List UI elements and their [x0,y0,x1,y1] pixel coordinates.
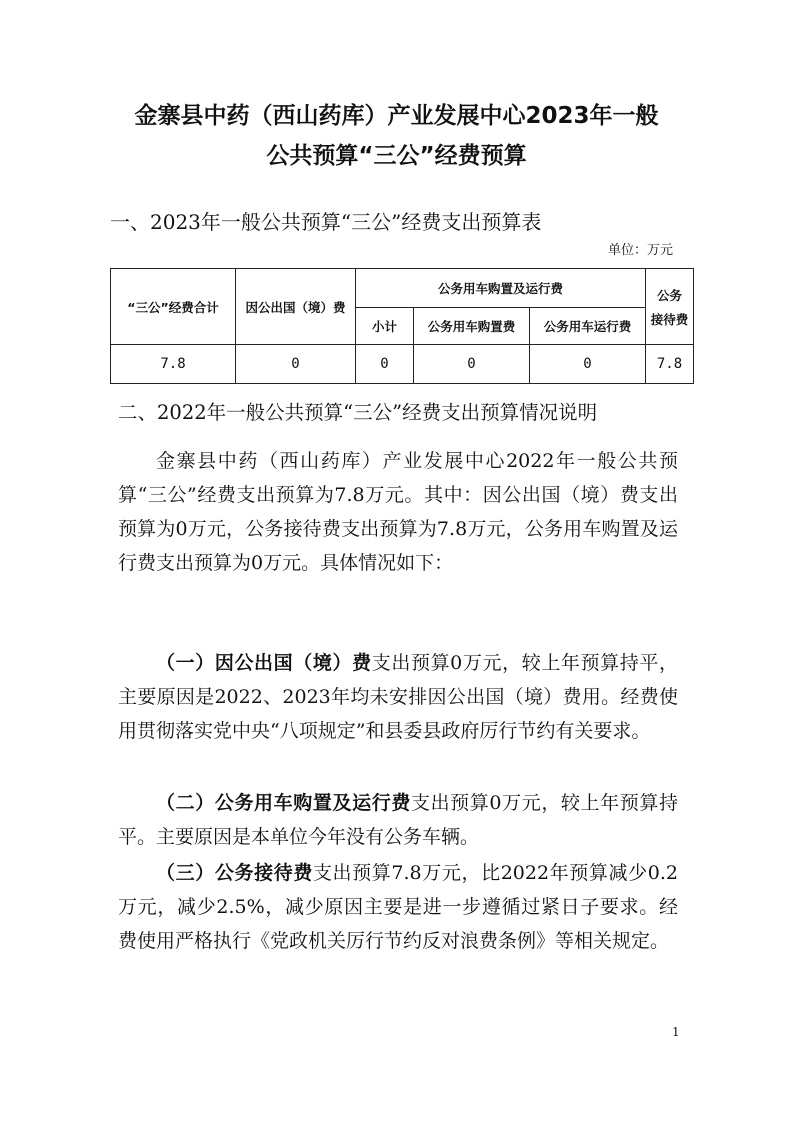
cell-abroad: 0 [236,345,356,384]
section-1-heading: 一、2023年一般公共预算“三公”经费支出预算表 [110,210,542,234]
header-reception [646,269,694,345]
cell-vehicle-operation: 0 [530,345,646,384]
item-1-text: 支出预算0万元，较上年预算持平，主要原因是2022、2023年均未安排因公出国（境）费用。经费使用贯彻落实党中央“八项规定”和县委县政府厉行节约有关要求。 [118,652,678,742]
table-header-row-1 [111,269,694,308]
section-2-heading: 二、2022年一般公共预算“三公”经费支出预算情况说明 [118,401,598,424]
cell-total: 7.8 [111,345,236,384]
header-vehicle-group: 公务用车购置及运行费 [356,269,646,308]
header-vehicle-purchase: 公务用车购置费 [414,308,530,345]
item-2-paragraph [118,786,678,854]
item-3-label: （三）公务接待费 [156,862,313,884]
budget-table [110,268,694,384]
item-2-label: （二）公务用车购置及运行费 [156,792,411,814]
document-title [80,96,713,176]
intro-paragraph: 金寨县中药（西山药库）产业发展中心2022年一般公共预算“三公”经费支出预算为7.8万元。其中：因公出国（境）费支出预算为0万元，公务接待费支出预算为7.8万元，公务用车购置及运行费支出预算为0万元。具体情况如下： [118,450,678,574]
title-line-2: 公共预算“三公”经费预算 [266,143,527,169]
table-row [111,345,694,384]
cell-reception: 7.8 [646,345,694,384]
item-1-paragraph [118,646,678,748]
header-reception-line-1: 公务 [657,287,683,303]
header-reception-line-2: 接待费 [650,311,689,327]
header-vehicle-operation: 公务用车运行费 [530,308,646,345]
item-3-paragraph [118,856,678,958]
cell-subtotal: 0 [356,345,414,384]
header-subtotal: 小计 [356,308,414,345]
header-abroad: 因公出国（境）费 [236,269,356,345]
cell-vehicle-purchase: 0 [414,345,530,384]
unit-label: 单位：万元 [607,243,673,258]
header-total: “三公”经费合计 [111,269,236,345]
title-line-1: 金寨县中药（西山药库）产业发展中心2023年一般 [134,103,659,129]
item-1-label: （一）因公出国（境）费 [156,652,372,674]
item-3-text: 支出预算7.8万元，比2022年预算减少0.2万元，减少2.5%，减少原因主要是进一步遵循过紧日子要求。经费使用严格执行《党政机关厉行节约反对浪费条例》等相关规定。 [118,862,678,952]
page-number: 1 [672,1025,680,1039]
item-2-text: 支出预算0万元，较上年预算持平。主要原因是本单位今年没有公务车辆。 [118,792,678,848]
